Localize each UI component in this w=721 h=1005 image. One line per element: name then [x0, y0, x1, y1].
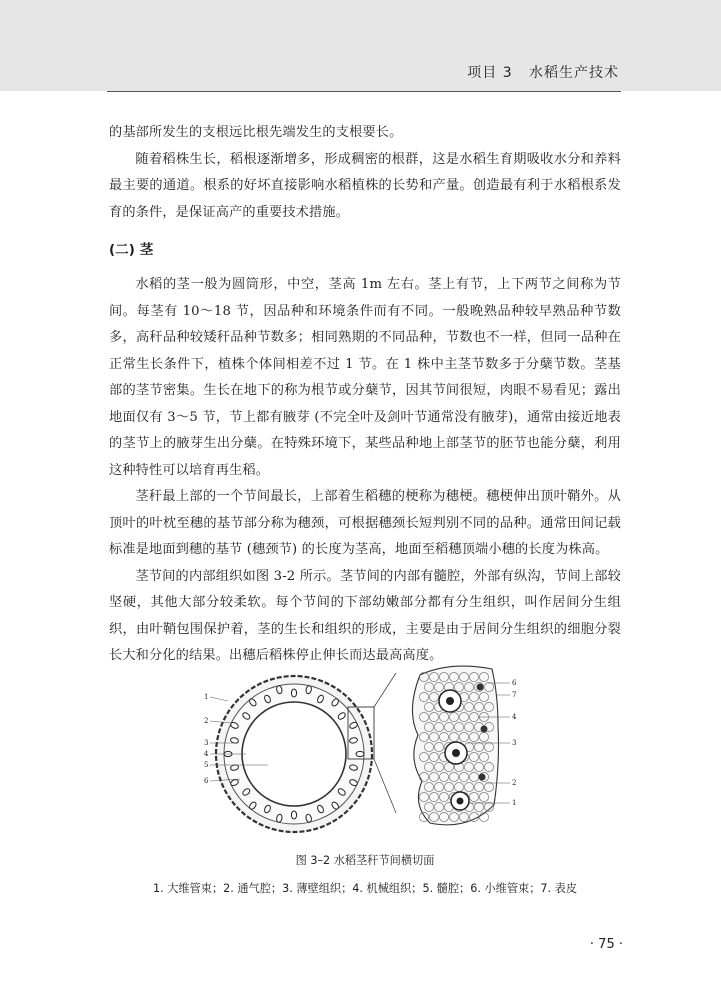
cross-section-illustration: [198, 655, 528, 845]
svg-text:7: 7: [512, 691, 517, 699]
svg-text:1: 1: [204, 693, 209, 701]
page-number: · 75 ·: [589, 937, 623, 952]
svg-text:2: 2: [512, 779, 517, 787]
enlarge-line-top: [374, 673, 396, 707]
figure-caption: [109, 852, 621, 896]
enlarge-line-bottom: [374, 759, 396, 813]
section-heading: (二) 茎: [109, 243, 154, 258]
stem-cross-section-figure: [198, 655, 528, 845]
svg-text:2: 2: [204, 717, 209, 725]
caption-title: 图 3–2 水稻茎秆节间横切面: [295, 854, 435, 867]
body-text: [109, 120, 621, 670]
paragraph: 水稻的茎一般为圆筒形，中空，茎高 1m 左右。茎上有节，上下两节之间称为节间。每茎有 10～18 节，因品种和环境条件而有不同。一般晚熟品种较早熟品种节数多，高秆品种较矮秆品种节数多；相同熟期的不同品种，节数也不一样，但同一品种在正常生长条件下，植株个体间相差不过 1 节。在 1 株中主茎节数多于分蘖节数。茎基部的茎节密集。生长在地下的称为根节或分蘖节，因其节间很短，肉眼不易看见；露出地面仅有 3～5 节，节上都有腋芽 (不完全叶及剑叶节通常没有腋芽)，通常由接近地表的茎节上的腋芽生出分蘖。在特殊环境下，某些品种地上部茎节的胚节也能分蘖，利用这种特性可以培育再生稻。: [109, 277, 621, 478]
svg-text:3: 3: [204, 739, 209, 747]
pith-cavity: [242, 702, 346, 806]
running-header-title: 项目 3 水稻生产技术: [467, 65, 619, 81]
paragraph: 茎秆最上部的一个节间最长，上部着生稻穗的梗称为穗梗。穗梗伸出顶叶鞘外。从顶叶的叶枕至穗的基节部分称为穗颈，可根据穗颈长短判别不同的品种。通常田间记载标准是地面到穗的基节 (穗颈节) 的长度为茎高，地面至稻穗顶端小穗的长度为株高。: [109, 489, 621, 557]
caption-legend: 1. 大维管束；2. 通气腔；3. 薄壁组织；4. 机械组织；5. 髓腔；6. 小维管束；7. 表皮: [152, 882, 578, 895]
paragraph: 的基部所发生的支根远比根先端发生的支根要长。: [109, 125, 403, 140]
paragraph: 随着稻株生长，稻根逐渐增多，形成稠密的根群，这是水稻生育期吸收水分和养料最主要的通道。根系的好坏直接影响水稻植株的长势和产量。创造最有利于水稻根系发育的条件，是保证高产的重要技术措施。: [109, 151, 621, 220]
svg-text:6: 6: [204, 777, 209, 785]
svg-text:5: 5: [204, 761, 209, 769]
section-gap: [109, 226, 621, 238]
header-divider: [107, 91, 621, 92]
svg-text:4: 4: [512, 713, 517, 721]
svg-text:1: 1: [512, 799, 517, 807]
svg-text:4: 4: [204, 750, 209, 758]
svg-text:6: 6: [512, 679, 517, 687]
paragraph: 茎节间的内部组织如图 3-2 所示。茎节间的内部有髓腔，外部有纵沟，节间上部较坚硬，其他大部分较柔软。每个节间的下部幼嫩部分都有分生组织，叫作居间分生组织，由叶鞘包围保护着，茎的生长和组织的形成，主要是由于居间分生组织的细胞分裂长大和分化的结果。出穗后稻株停止伸长而达最高高度。: [109, 568, 621, 663]
svg-text:3: 3: [512, 739, 517, 747]
